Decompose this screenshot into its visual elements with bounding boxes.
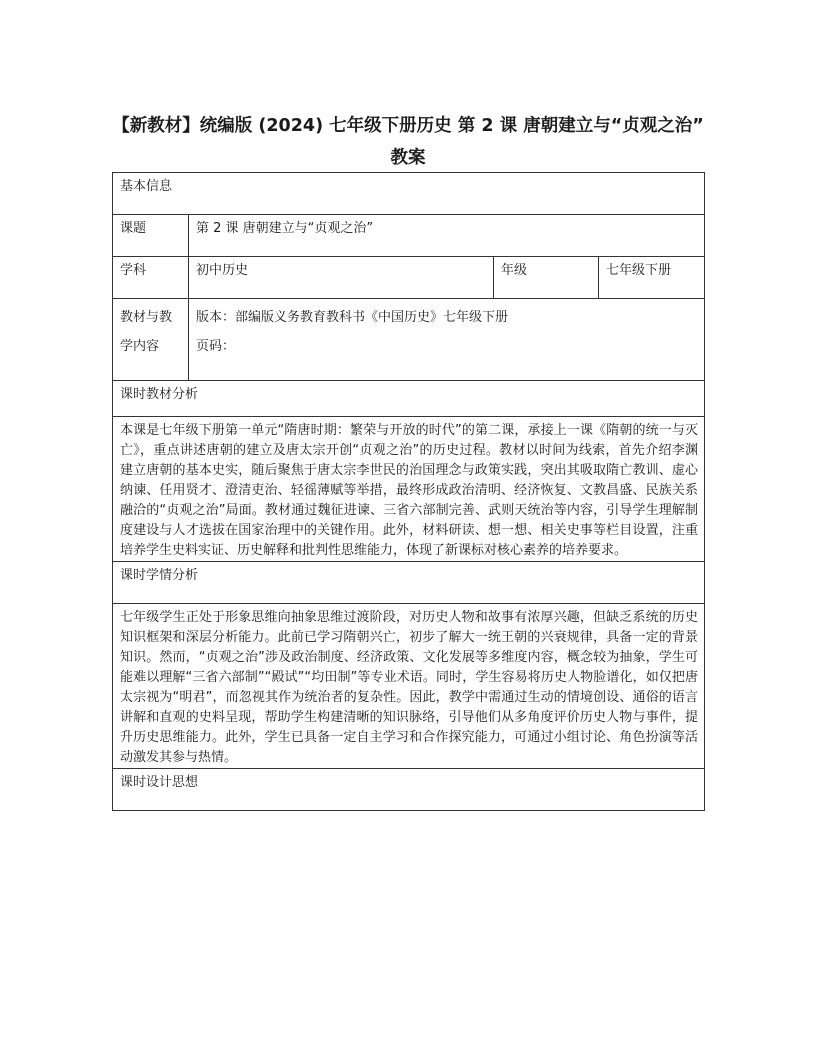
grade-value: 七年级下册 (599, 257, 705, 299)
textbook-analysis-row (113, 417, 705, 562)
textbook-analysis-text: 本课是七年级下册第一单元“隋唐时期：繁荣与开放的时代”的第二课，承接上一课《隋朝的统一与灭亡》，重点讲述唐朝的建立及唐太宗开创“贞观之治”的历史过程。教材以时间为线索，首先介绍李渊建立唐朝的基本史实，随后聚焦于唐太宗李世民的治国理念与政策实践，突出其吸取隋亡教训、虚心纳谏、任用贤才、澄清吏治、轻徭薄赋等举措，最终形成政治清明、经济恢复、文教昌盛、民族关系融洽的“贞观之治”局面。教材通过魏征进谏、三省六部制完善、武则天统治等内容，引导学生理解制度建设与人才选拔在国家治理中的关键作用。此外，材料研读、想一想、相关史事等栏目设置，注重培养学生史料实证、历史解释和批判性思维能力，体现了新课标对核心素养的培养要求。 (113, 417, 705, 562)
topic-value: 第 2 课 唐朝建立与“贞观之治” (189, 215, 705, 257)
learner-analysis-row (113, 604, 705, 769)
materials-content (189, 299, 705, 381)
basic-info-row (113, 173, 705, 215)
subject-label: 学科 (113, 257, 189, 299)
textbook-analysis-header: 课时教材分析 (113, 381, 705, 417)
subject-grade-row (113, 257, 705, 299)
grade-label: 年级 (494, 257, 599, 299)
lesson-plan-table (112, 172, 705, 811)
learner-analysis-header: 课时学情分析 (113, 562, 705, 604)
document-title: 【新教材】统编版 (2024) 七年级下册历史 第 2 课 唐朝建立与“贞观之治” 教案 (112, 116, 704, 168)
materials-label: 教材与教学内容 (113, 299, 189, 381)
learner-analysis-header-row (113, 562, 705, 604)
textbook-analysis-header-row (113, 381, 705, 417)
subject-value: 初中历史 (189, 257, 494, 299)
topic-label: 课题 (113, 215, 189, 257)
basic-info-header: 基本信息 (113, 173, 705, 215)
materials-row (113, 299, 705, 381)
materials-pages: 页码： (196, 339, 236, 354)
learner-analysis-text: 七年级学生正处于形象思维向抽象思维过渡阶段，对历史人物和故事有浓厚兴趣，但缺乏系统的历史知识框架和深层分析能力。此前已学习隋朝兴亡，初步了解大一统王朝的兴衰规律，具备一定的背景知识。然而，“贞观之治”涉及政治制度、经济政策、文化发展等多维度内容，概念较为抽象，学生可能难以理解“三省六部制”“殿试”“均田制”等专业术语。同时，学生容易将历史人物脸谱化，如仅把唐太宗视为“明君”，而忽视其作为统治者的复杂性。因此，教学中需通过生动的情境创设、通俗的语言讲解和直观的史料呈现，帮助学生构建清晰的知识脉络，引导他们从多角度评价历史人物与事件，提升历史思维能力。此外，学生已具备一定自主学习和合作探究能力，可通过小组讨论、角色扮演等活动激发其参与热情。 (113, 604, 705, 769)
materials-version: 版本：部编版义务教育教科书《中国历史》七年级下册 (196, 310, 509, 325)
design-idea-header: 课时设计思想 (113, 769, 705, 811)
design-idea-row (113, 769, 705, 811)
topic-row (113, 215, 705, 257)
